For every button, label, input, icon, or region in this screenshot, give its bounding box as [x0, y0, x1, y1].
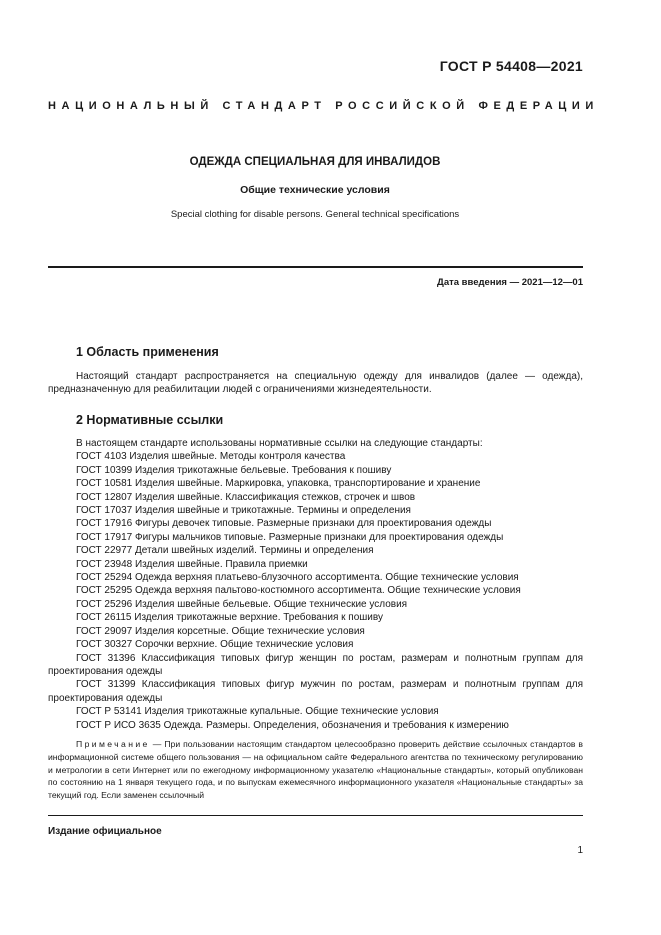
- reference-item: ГОСТ 29097 Изделия корсетные. Общие технические условия: [76, 625, 365, 637]
- reference-item: ГОСТ Р ИСО 3635 Одежда. Размеры. Определения, обозначения и требования к измерению: [76, 719, 509, 731]
- document-title: ОДЕЖДА СПЕЦИАЛЬНАЯ ДЛЯ ИНВАЛИДОВ: [189, 156, 441, 168]
- reference-item: ГОСТ 25294 Одежда верхняя платьево-блузочного ассортимента. Общие технические условия: [76, 572, 519, 584]
- introduction-date: Дата введения — 2021—12—01: [437, 277, 583, 288]
- page-number: 1: [577, 845, 583, 856]
- official-edition-label: Издание официальное: [48, 826, 162, 837]
- references-intro: В настоящем стандарте использованы нормативные ссылки на следующие стандарты:: [76, 438, 483, 449]
- reference-item: ГОСТ 17916 Фигуры девочек типовые. Размерные признаки для проектирования одежды: [76, 518, 492, 530]
- reference-item: ГОСТ 22977 Детали швейных изделий. Термины и определения: [76, 545, 374, 557]
- footer-divider: [48, 815, 583, 816]
- reference-item: ГОСТ 17917 Фигуры мальчиков типовые. Размерные признаки для проектирования одежды: [76, 531, 504, 543]
- references-list: [48, 437, 583, 732]
- document-subtitle: Общие технические условия: [240, 184, 390, 196]
- section-heading-references: 2 Нормативные ссылки: [76, 413, 224, 427]
- reference-item: ГОСТ 12807 Изделия швейные. Классификация стежков, строчек и швов: [76, 491, 416, 503]
- reference-item: ГОСТ 10581 Изделия швейные. Маркировка, упаковка, транспортирование и хранение: [76, 478, 481, 490]
- section-heading-scope: 1 Область применения: [76, 345, 219, 359]
- header-divider: [48, 266, 583, 268]
- reference-item: ГОСТ 31396 Классификация типовых фигур женщин по ростам, размерам и полнотным группам для проектирования одежды: [48, 652, 583, 677]
- reference-item: ГОСТ 17037 Изделия швейные и трикотажные. Термины и определения: [76, 505, 411, 517]
- note-paragraph: [48, 738, 583, 802]
- national-standard-banner: НАЦИОНАЛЬНЫЙ СТАНДАРТ РОССИЙСКОЙ ФЕДЕРАЦИИ: [48, 100, 599, 112]
- reference-item: ГОСТ Р 53141 Изделия трикотажные купальные. Общие технические условия: [76, 706, 439, 718]
- note-label: Примечание: [76, 739, 150, 749]
- scope-paragraph: Настоящий стандарт распространяется на специальную одежду для инвалидов (далее — одежда), предназначенную для реабилитации людей с ограничениями жизнедеятельности.: [48, 371, 583, 396]
- reference-item: ГОСТ 30327 Сорочки верхние. Общие технические условия: [76, 639, 354, 651]
- reference-item: ГОСТ 31399 Классификация типовых фигур мужчин по ростам, размерам и полнотным группам для проектирования одежды: [48, 679, 583, 704]
- note-text: — При пользовании настоящим стандартом целесообразно проверить действие ссылочных стандартов в информационной системе общего пользования — на официальном сайте Федерального агентства по техническому регулированию и метрологии в сети Интернет или по ежегодному информационному указателю «Национальные стандарты», который опубликован по состоянию на 1 января текущего года, и по выпускам ежемесячного информационного указателя «Национальные стандарты» за текущий год. Если заменен ссылочный: [48, 739, 583, 801]
- reference-item: ГОСТ 4103 Изделия швейные. Методы контроля качества: [76, 451, 346, 463]
- reference-item: ГОСТ 10399 Изделия трикотажные бельевые. Требования к пошиву: [76, 464, 392, 476]
- document-title-english: Special clothing for disable persons. General technical specifications: [170, 209, 460, 220]
- reference-item: ГОСТ 23948 Изделия швейные. Правила приемки: [76, 558, 308, 570]
- document-number: ГОСТ Р 54408—2021: [439, 58, 583, 74]
- reference-item: ГОСТ 25295 Одежда верхняя пальтово-костюмного ассортимента. Общие технические условия: [76, 585, 521, 597]
- reference-item: ГОСТ 26115 Изделия трикотажные верхние. Требования к пошиву: [76, 612, 383, 624]
- reference-item: ГОСТ 25296 Изделия швейные бельевые. Общие технические условия: [76, 598, 408, 610]
